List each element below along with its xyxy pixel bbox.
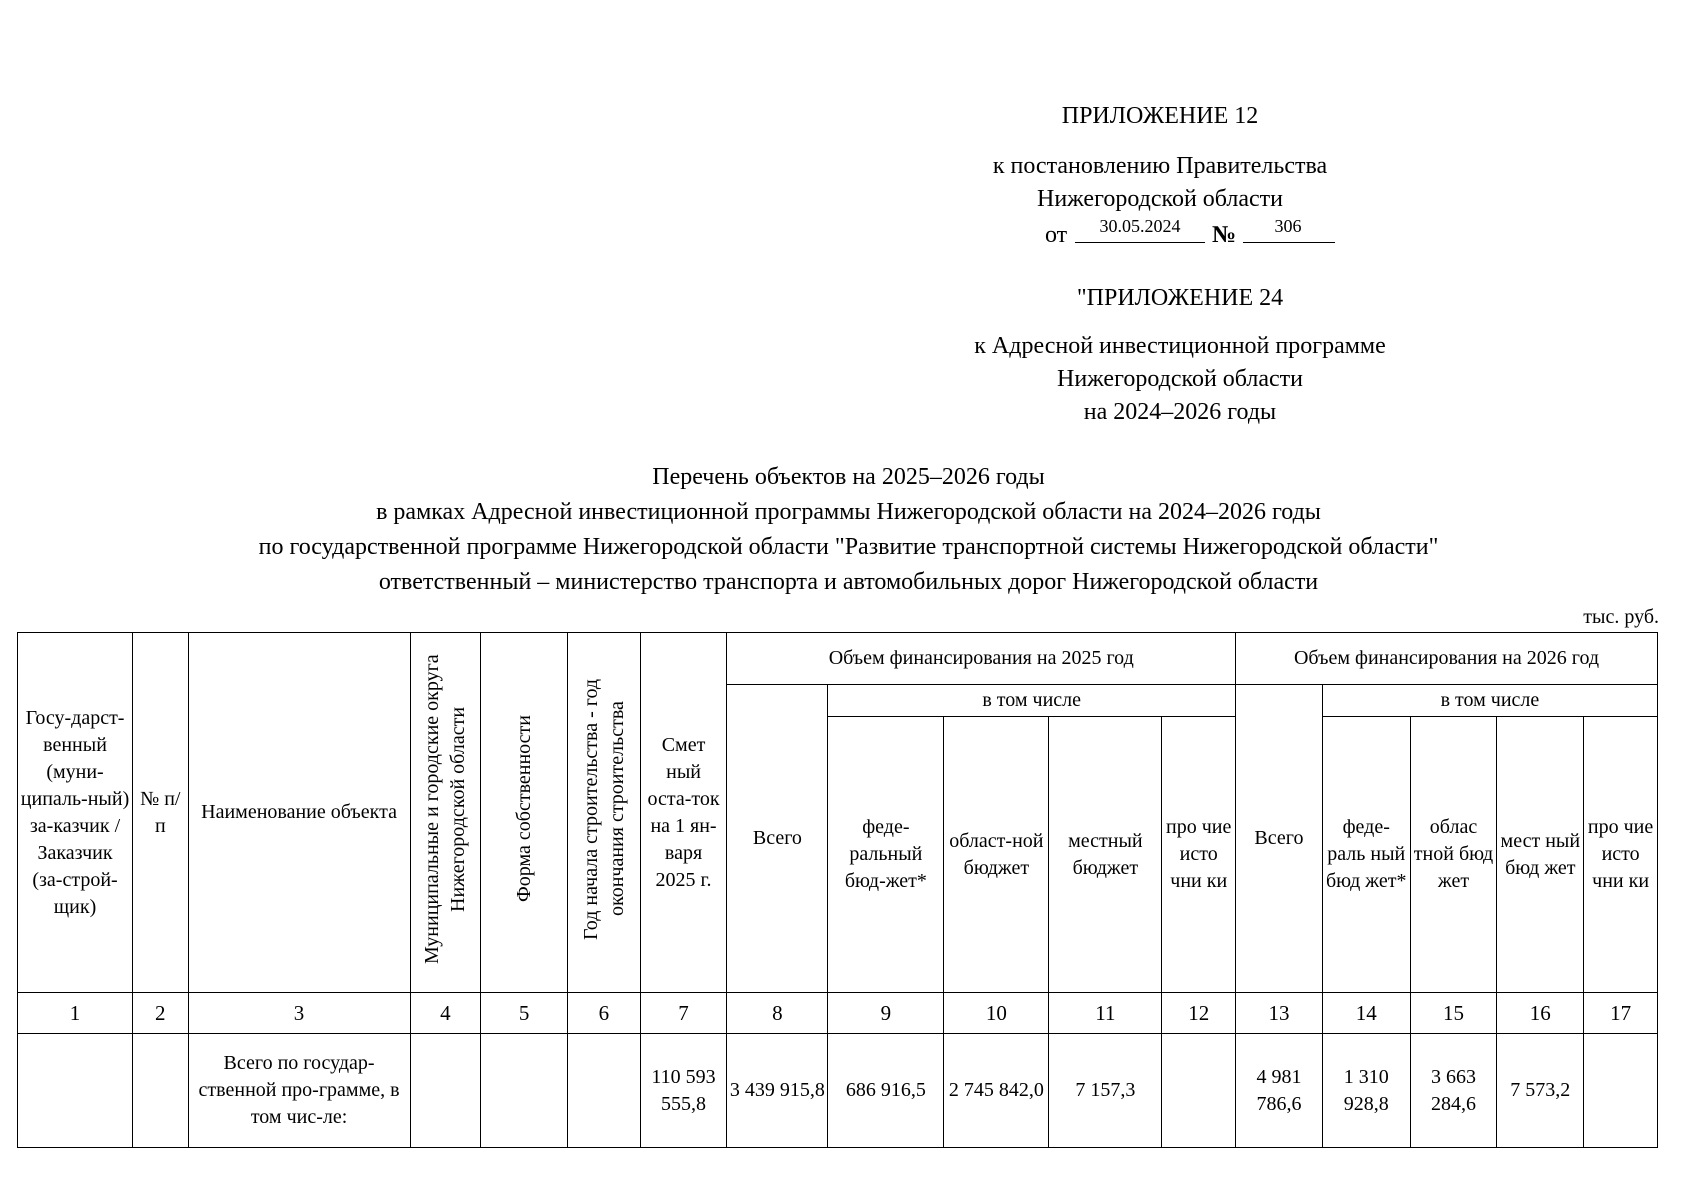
header-local-2025: местный бюджет xyxy=(1049,717,1162,993)
cell-total-2026: 4 981 786,6 xyxy=(1236,1034,1323,1148)
header-other-2026: про чие исто чни ки xyxy=(1584,717,1658,993)
header-regional-2025: област-ной бюджет xyxy=(944,717,1049,993)
cell-regional-2026: 3 663 284,6 xyxy=(1410,1034,1497,1148)
decree-number: 306 xyxy=(1274,216,1302,236)
cell-ownership xyxy=(481,1034,568,1148)
header-estimate: Смет ный оста-ток на 1 ян-варя 2025 г. xyxy=(640,633,727,993)
decree-line-1: к постановлению Правительства xyxy=(992,153,1328,179)
column-number: 2 xyxy=(133,993,189,1034)
column-number: 14 xyxy=(1322,993,1410,1034)
decree-date: 30.05.2024 xyxy=(1099,216,1181,236)
column-number: 7 xyxy=(640,993,727,1034)
cell-federal-2026: 1 310 928,8 xyxy=(1322,1034,1410,1148)
date-underline xyxy=(1075,242,1205,243)
program-line-1: к Адресной инвестиционной программе xyxy=(974,333,1386,359)
column-number: 12 xyxy=(1162,993,1236,1034)
header-districts xyxy=(410,633,481,993)
title-line-1: Перечень объектов на 2025–2026 годы xyxy=(652,464,1045,490)
header-federal-2026: феде-раль ный бюд жет* xyxy=(1322,717,1410,993)
column-number-row xyxy=(18,993,1658,1034)
header-other-2025: про чие исто чни ки xyxy=(1162,717,1236,993)
column-number: 8 xyxy=(727,993,828,1034)
objects-table xyxy=(17,632,1658,1148)
header-including-2025: в том числе xyxy=(828,685,1236,717)
header-total-2026: Всего xyxy=(1236,685,1323,993)
cell-districts xyxy=(410,1034,481,1148)
cell-federal-2025: 686 916,5 xyxy=(828,1034,944,1148)
date-prefix: от xyxy=(1045,222,1068,248)
column-number: 11 xyxy=(1049,993,1162,1034)
header-local-2026: мест ный бюд жет xyxy=(1497,717,1584,993)
document-title xyxy=(0,460,1697,600)
number-prefix: № xyxy=(1212,222,1237,248)
column-number: 13 xyxy=(1236,993,1323,1034)
cell-total-2025: 3 439 915,8 xyxy=(727,1034,828,1148)
number-underline xyxy=(1243,242,1335,243)
header-number: № п/п xyxy=(133,633,189,993)
decree-line-2: Нижегородской области xyxy=(1036,186,1284,212)
header-years-text: Год начала строительства - год окончания строительства xyxy=(579,677,628,940)
appendix-24-title: "ПРИЛОЖЕНИЕ 24 xyxy=(1076,285,1284,311)
cell-number xyxy=(133,1034,189,1148)
header-including-2026: в том числе xyxy=(1322,685,1657,717)
cell-local-2026: 7 573,2 xyxy=(1497,1034,1584,1148)
header-federal-2025: феде-ральный бюд-жет* xyxy=(828,717,944,993)
header-districts-text: Муниципальные и городские округа Нижегородской области xyxy=(421,653,470,964)
column-number: 5 xyxy=(481,993,568,1034)
decree-reference xyxy=(960,150,1360,250)
cell-other-2026 xyxy=(1584,1034,1658,1148)
header-funding-2026: Объем финансирования на 2026 год xyxy=(1236,633,1658,685)
column-number: 10 xyxy=(944,993,1049,1034)
program-line-3: на 2024–2026 годы xyxy=(1083,399,1277,425)
header-total-2025: Всего xyxy=(727,685,828,993)
header-object-name: Наименование объекта xyxy=(188,633,410,993)
header-funding-2025: Объем финансирования на 2025 год xyxy=(727,633,1236,685)
cell-regional-2025: 2 745 842,0 xyxy=(944,1034,1049,1148)
title-line-3: по государственной программе Нижегородской области "Развитие транспортной системы Нижегородской области" xyxy=(258,534,1439,560)
column-number: 1 xyxy=(18,993,133,1034)
header-row-1 xyxy=(18,633,1658,685)
header-ownership-text: Форма собственности xyxy=(513,715,536,902)
title-line-2: в рамках Адресной инвестиционной программы Нижегородской области на 2024–2026 годы xyxy=(376,499,1321,525)
column-number: 4 xyxy=(410,993,481,1034)
cell-other-2025 xyxy=(1162,1034,1236,1148)
column-number: 9 xyxy=(828,993,944,1034)
cell-years xyxy=(567,1034,640,1148)
cell-estimate: 110 593 555,8 xyxy=(640,1034,727,1148)
cell-total-name: Всего по государ-ственной про-грамме, в том чис-ле: xyxy=(188,1034,410,1148)
decree-date-line xyxy=(960,216,1360,250)
appendix-12-title: ПРИЛОЖЕНИЕ 12 xyxy=(1061,103,1259,129)
header-ownership xyxy=(481,633,568,993)
cell-local-2025: 7 157,3 xyxy=(1049,1034,1162,1148)
program-reference xyxy=(900,330,1460,429)
cell-customer xyxy=(18,1034,133,1148)
program-line-2: Нижегородской области xyxy=(1056,366,1304,392)
title-line-4: ответственный – министерство транспорта и автомобильных дорог Нижегородской области xyxy=(378,569,1319,595)
column-number: 17 xyxy=(1584,993,1658,1034)
column-number: 6 xyxy=(567,993,640,1034)
header-customer: Госу-дарст-венный (муни-ципаль-ный) за-казчик / Заказчик (за-строй-щик) xyxy=(18,633,133,993)
table-row-total xyxy=(18,1034,1658,1148)
column-number: 16 xyxy=(1497,993,1584,1034)
column-number: 3 xyxy=(188,993,410,1034)
header-regional-2026: облас тной бюд жет xyxy=(1410,717,1497,993)
header-years xyxy=(567,633,640,993)
column-number: 15 xyxy=(1410,993,1497,1034)
units-label: тыс. руб. xyxy=(1583,606,1659,628)
